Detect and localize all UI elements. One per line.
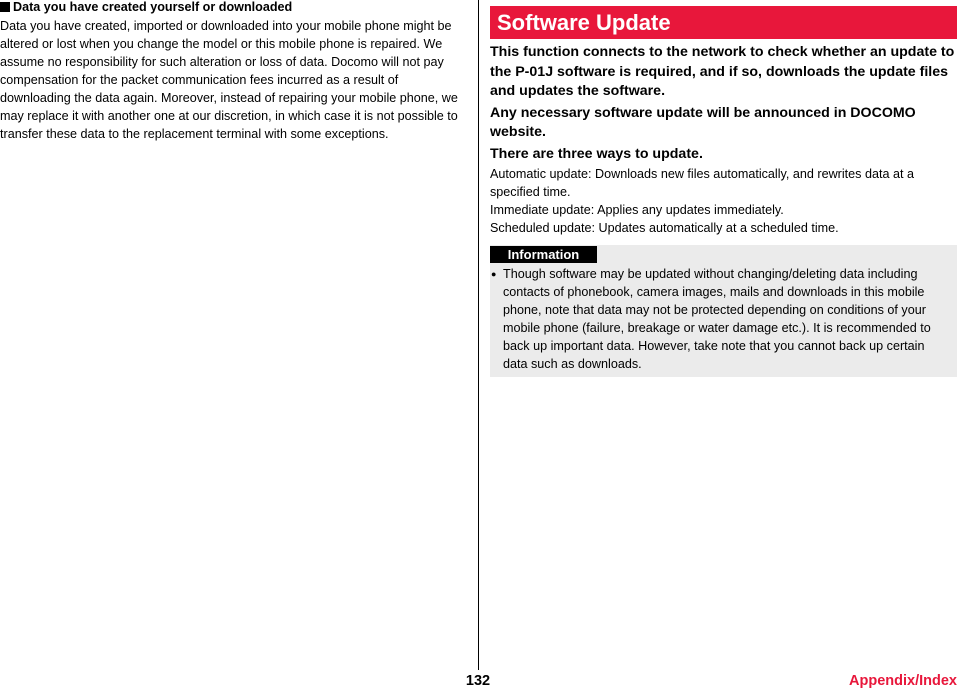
update-method-immediate: Immediate update: Applies any updates immediately. [490,203,784,217]
information-item-text: Though software may be updated without changing/deleting data including contacts of phonebook, camera images, mails and downloads in this mobile phone, note that data may not be protected depending on conditions of your mobile phone (failure, breakage or water damage etc.). It is recommended to back up important data. However, take note that you cannot back up certain data such as downloads. [503,267,931,371]
information-label: Information [490,246,597,263]
left-body-text: Data you have created, imported or downloaded into your mobile phone might be altered or lost when you change the model or this mobile phone is repaired. We assume no responsibility for such alteration or loss of data. Docomo will not pay compensation for the packet communication fees incurred as a result of downloading the data again. Moreover, instead of repairing your mobile phone, we may replace it with another one at our discretion, in which case it is not possible to transfer these data to the replacement terminal with some exceptions. [0,19,458,141]
right-column [490,6,957,377]
intro-paragraph-2: Any necessary software update will be announced in DOCOMO website. [490,104,916,140]
section-title: Software Update [490,6,957,39]
bullet-icon: ● [491,269,497,279]
black-square-icon [0,2,10,12]
left-column [0,0,468,143]
update-method-scheduled: Scheduled update: Updates automatically at a scheduled time. [490,221,839,235]
update-methods-list [490,165,957,237]
left-heading-text: Data you have created yourself or downloaded [13,0,293,14]
intro-paragraph-1: This function connects to the network to check whether an update to the P-01J software is required, and if so, downloads the update files and updates the software. [490,44,955,99]
footer-section-link[interactable]: Appendix/Index [849,673,957,689]
page-number: 132 [465,673,491,689]
intro-paragraph-3: There are three ways to update. [490,145,703,162]
left-heading [0,0,468,15]
information-item [491,265,952,373]
information-box [490,245,957,377]
column-divider [478,0,479,670]
update-method-automatic: Automatic update: Downloads new files automatically, and rewrites data at a specified time. [490,167,914,199]
